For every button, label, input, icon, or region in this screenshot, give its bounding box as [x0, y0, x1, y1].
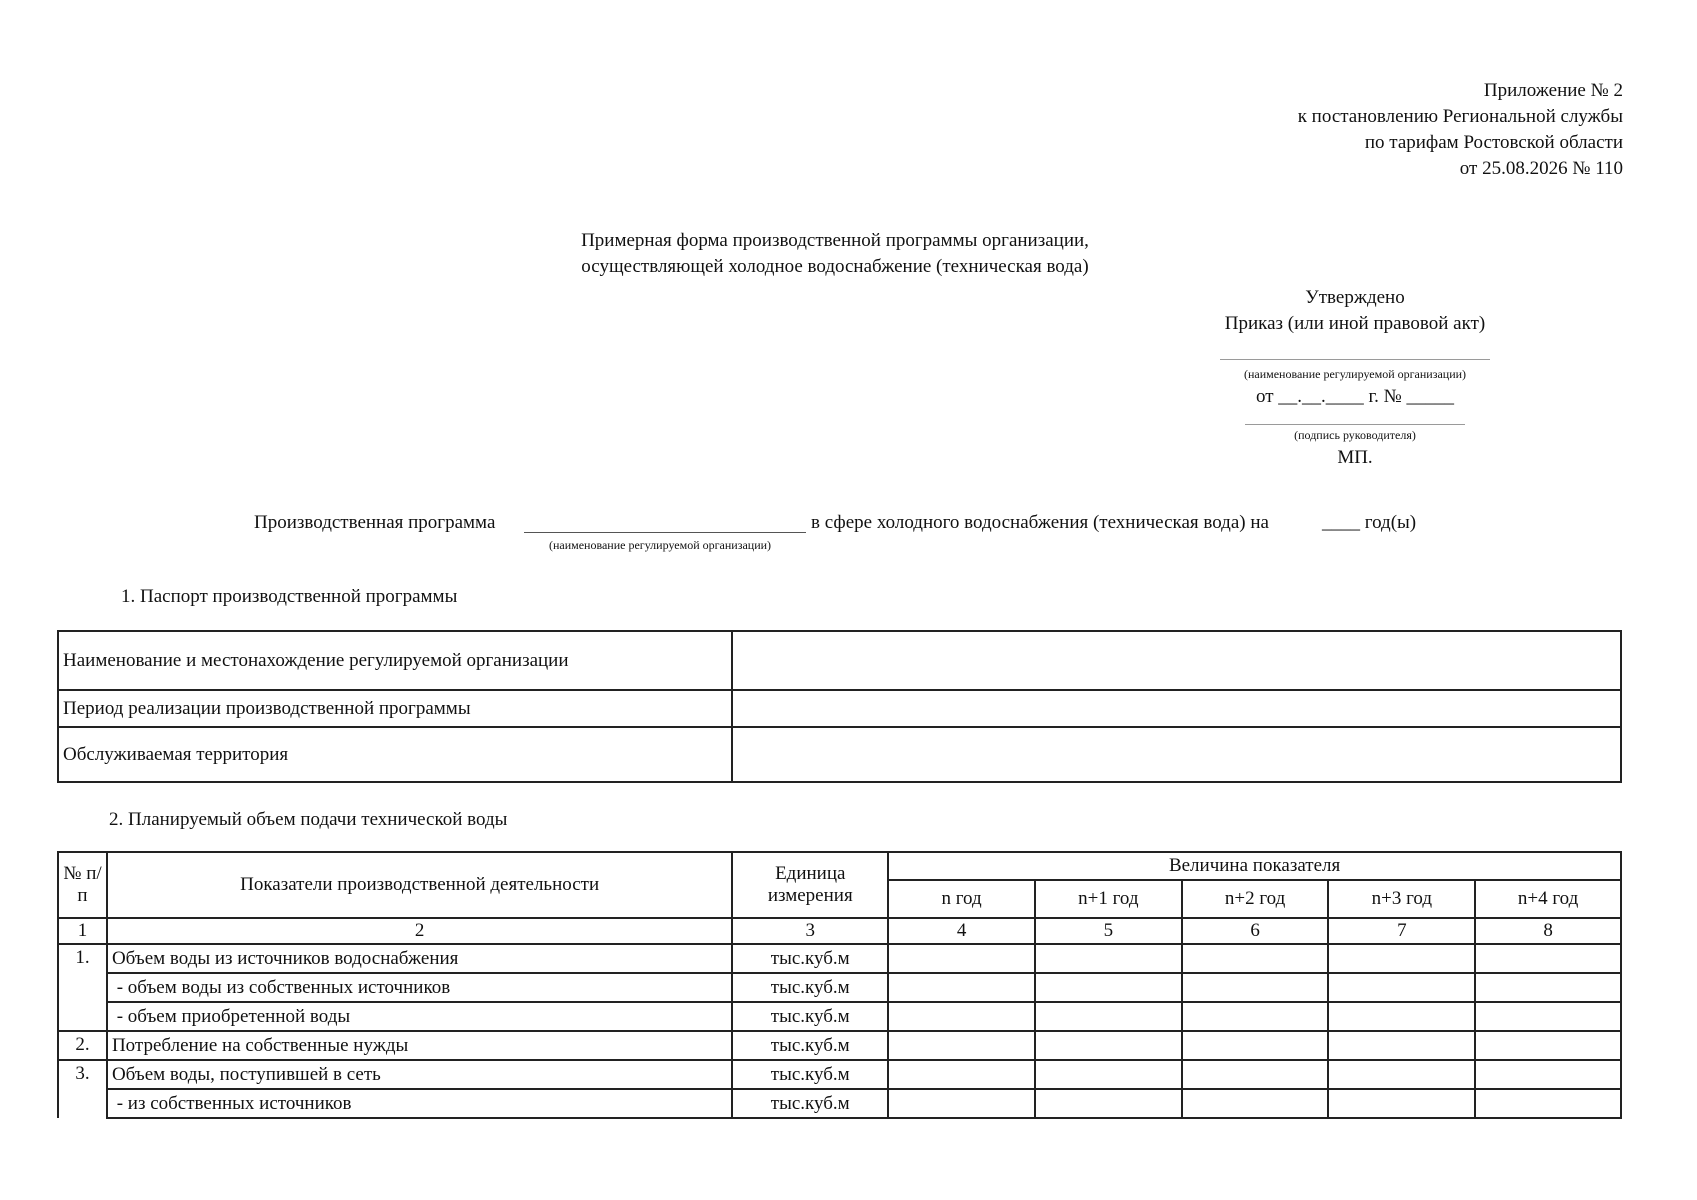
header-unit: Единица измерения	[732, 852, 888, 918]
row-number	[58, 1089, 107, 1118]
passport-table	[57, 630, 1622, 783]
row-number: 3.	[58, 1060, 107, 1089]
row-unit: тыс.куб.м	[732, 973, 888, 1002]
appendix-block	[1298, 78, 1623, 182]
row-name: Объем воды из источников водоснабжения	[107, 944, 732, 973]
row-value	[1328, 1060, 1475, 1089]
column-number-row	[58, 918, 1621, 944]
table-row	[58, 1089, 1621, 1118]
row-number: 2.	[58, 1031, 107, 1060]
row-value	[888, 1002, 1035, 1031]
row-value	[888, 1060, 1035, 1089]
header-year: n+3 год	[1328, 880, 1475, 918]
row-value	[888, 944, 1035, 973]
column-number: 6	[1182, 918, 1329, 944]
header-year: n+1 год	[1035, 880, 1182, 918]
approval-block	[1190, 285, 1520, 471]
column-number: 8	[1475, 918, 1621, 944]
stamp-label: МП.	[1337, 447, 1373, 468]
appendix-line-4: от 25.08.2026 № 110	[1459, 158, 1623, 179]
row-value	[1182, 1002, 1329, 1031]
column-number: 3	[732, 918, 888, 944]
row-value	[1182, 1089, 1329, 1118]
row-value	[1035, 1031, 1182, 1060]
row-unit: тыс.куб.м	[732, 1060, 888, 1089]
program-org-blank	[524, 532, 806, 533]
appendix-line-3: по тарифам Ростовской области	[1364, 132, 1623, 153]
org-name-caption: (наименование регулируемой организации)	[1243, 367, 1467, 381]
passport-label: Наименование и местонахождение регулируемой организации	[58, 631, 732, 690]
row-value	[888, 1031, 1035, 1060]
order-label: Приказ (или иной правовой акт)	[1224, 313, 1486, 334]
row-value	[888, 973, 1035, 1002]
row-name: - из собственных источников	[107, 1089, 732, 1118]
row-value	[1475, 1002, 1621, 1031]
volume-table	[57, 851, 1622, 1119]
row-value	[1475, 1089, 1621, 1118]
row-number	[58, 1002, 107, 1031]
passport-label: Обслуживаемая территория	[58, 727, 732, 782]
program-years-text: ____ год(ы)	[1322, 512, 1417, 533]
passport-value	[732, 631, 1621, 690]
passport-row	[58, 631, 1621, 690]
row-value	[1035, 1002, 1182, 1031]
org-name-blank	[1220, 359, 1490, 360]
row-unit: тыс.куб.м	[732, 1002, 888, 1031]
passport-row	[58, 690, 1621, 727]
header-year: n+2 год	[1182, 880, 1329, 918]
column-number: 2	[107, 918, 732, 944]
document-title-line-1: Примерная форма производственной программы организации,	[581, 230, 1089, 251]
document-title	[460, 228, 1210, 280]
row-value	[1328, 973, 1475, 1002]
header-row	[58, 852, 1621, 880]
table-row	[58, 1002, 1621, 1031]
row-value	[1328, 1089, 1475, 1118]
table-row	[58, 973, 1621, 1002]
column-number: 7	[1328, 918, 1475, 944]
row-unit: тыс.куб.м	[732, 1089, 888, 1118]
row-value	[1475, 973, 1621, 1002]
row-value	[1328, 1031, 1475, 1060]
row-name: - объем воды из собственных источников	[107, 973, 732, 1002]
row-value	[1182, 973, 1329, 1002]
passport-row	[58, 727, 1621, 782]
section-1-heading: 1. Паспорт производственной программы	[121, 586, 458, 607]
section-2-heading: 2. Планируемый объем подачи технической воды	[109, 809, 508, 830]
header-indicator: Показатели производственной деятельности	[107, 852, 732, 918]
signature-blank	[1245, 424, 1465, 425]
row-value	[1035, 973, 1182, 1002]
column-number: 5	[1035, 918, 1182, 944]
row-number	[58, 973, 107, 1002]
row-value	[1182, 1031, 1329, 1060]
appendix-line-2: к постановлению Региональной службы	[1297, 106, 1623, 127]
row-unit: тыс.куб.м	[732, 944, 888, 973]
program-org-caption: (наименование регулируемой организации)	[548, 538, 772, 552]
header-year: n год	[888, 880, 1035, 918]
signature-caption: (подпись руководителя)	[1294, 428, 1416, 442]
column-number: 1	[58, 918, 107, 944]
passport-label: Период реализации производственной программы	[58, 690, 732, 727]
row-unit: тыс.куб.м	[732, 1031, 888, 1060]
row-value	[1035, 944, 1182, 973]
table-row	[58, 1031, 1621, 1060]
row-number: 1.	[58, 944, 107, 973]
header-num: № п/п	[58, 852, 107, 918]
appendix-line-1: Приложение № 2	[1483, 80, 1623, 101]
table-row	[58, 1060, 1621, 1089]
row-value	[888, 1089, 1035, 1118]
row-value	[1035, 1060, 1182, 1089]
table-row	[58, 944, 1621, 973]
approved-label: Утверждено	[1305, 287, 1405, 308]
header-year: n+4 год	[1475, 880, 1621, 918]
passport-value	[732, 690, 1621, 727]
passport-value	[732, 727, 1621, 782]
row-value	[1182, 944, 1329, 973]
header-value: Величина показателя	[888, 852, 1621, 880]
row-value	[1475, 1060, 1621, 1089]
row-value	[1182, 1060, 1329, 1089]
program-label: Производственная программа	[254, 512, 496, 533]
column-number: 4	[888, 918, 1035, 944]
row-name: - объем приобретенной воды	[107, 1002, 732, 1031]
row-value	[1328, 944, 1475, 973]
row-value	[1475, 944, 1621, 973]
document-title-line-2: осуществляющей холодное водоснабжение (техническая вода)	[581, 256, 1089, 277]
program-sphere-text: в сфере холодного водоснабжения (техническая вода) на	[811, 512, 1269, 533]
row-name: Объем воды, поступившей в сеть	[107, 1060, 732, 1089]
row-value	[1035, 1089, 1182, 1118]
row-name: Потребление на собственные нужды	[107, 1031, 732, 1060]
order-date-line: от __.__.____ г. № _____	[1255, 386, 1455, 407]
row-value	[1328, 1002, 1475, 1031]
row-value	[1475, 1031, 1621, 1060]
